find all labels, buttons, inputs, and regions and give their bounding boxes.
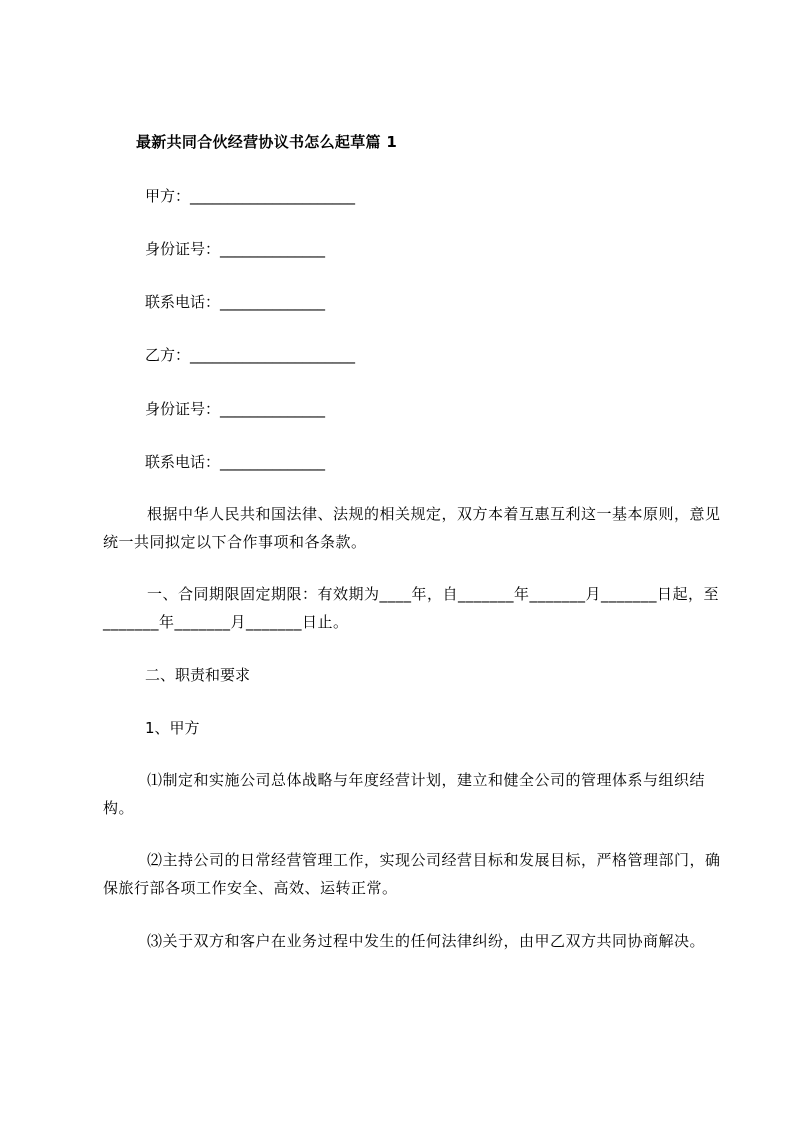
party-b-name-line: 乙方：______________________ bbox=[145, 346, 356, 364]
clause-2-heading: 二、职责和要求 bbox=[145, 666, 251, 684]
sub-heading-party-a: 1、甲方 bbox=[145, 719, 200, 737]
document-title: 最新共同合伙经营协议书怎么起草篇 1 bbox=[136, 133, 398, 151]
party-a-name-line: 甲方：______________________ bbox=[145, 187, 356, 205]
duty-item-1: ⑴制定和实施公司总体战略与年度经营计划，建立和健全公司的管理体系与组织结构。 bbox=[103, 771, 706, 817]
party-b-id-line: 身份证号：______________ bbox=[145, 400, 326, 418]
intro-paragraph: 根据中华人民共和国法律、法规的相关规定，双方本着互惠互利这一基本原则，意见统一共同拟定以下合作事项和各条款。 bbox=[103, 505, 721, 551]
clause-1-term: 一、合同期限固定期限：有效期为____年，自_______年_______月_______日起，至_______年_______月_______日止。 bbox=[103, 585, 720, 631]
party-b-phone-line: 联系电话：______________ bbox=[145, 453, 326, 471]
duty-item-3: ⑶关于双方和客户在业务过程中发生的任何法律纠纷，由甲乙双方共同协商解决。 bbox=[147, 932, 706, 950]
duty-item-2: ⑵主持公司的日常经营管理工作，实现公司经营目标和发展目标，严格管理部门，确保旅行部各项工作安全、高效、运转正常。 bbox=[103, 851, 721, 897]
party-a-phone-line: 联系电话：______________ bbox=[145, 293, 326, 311]
party-a-id-line: 身份证号：______________ bbox=[145, 240, 326, 258]
